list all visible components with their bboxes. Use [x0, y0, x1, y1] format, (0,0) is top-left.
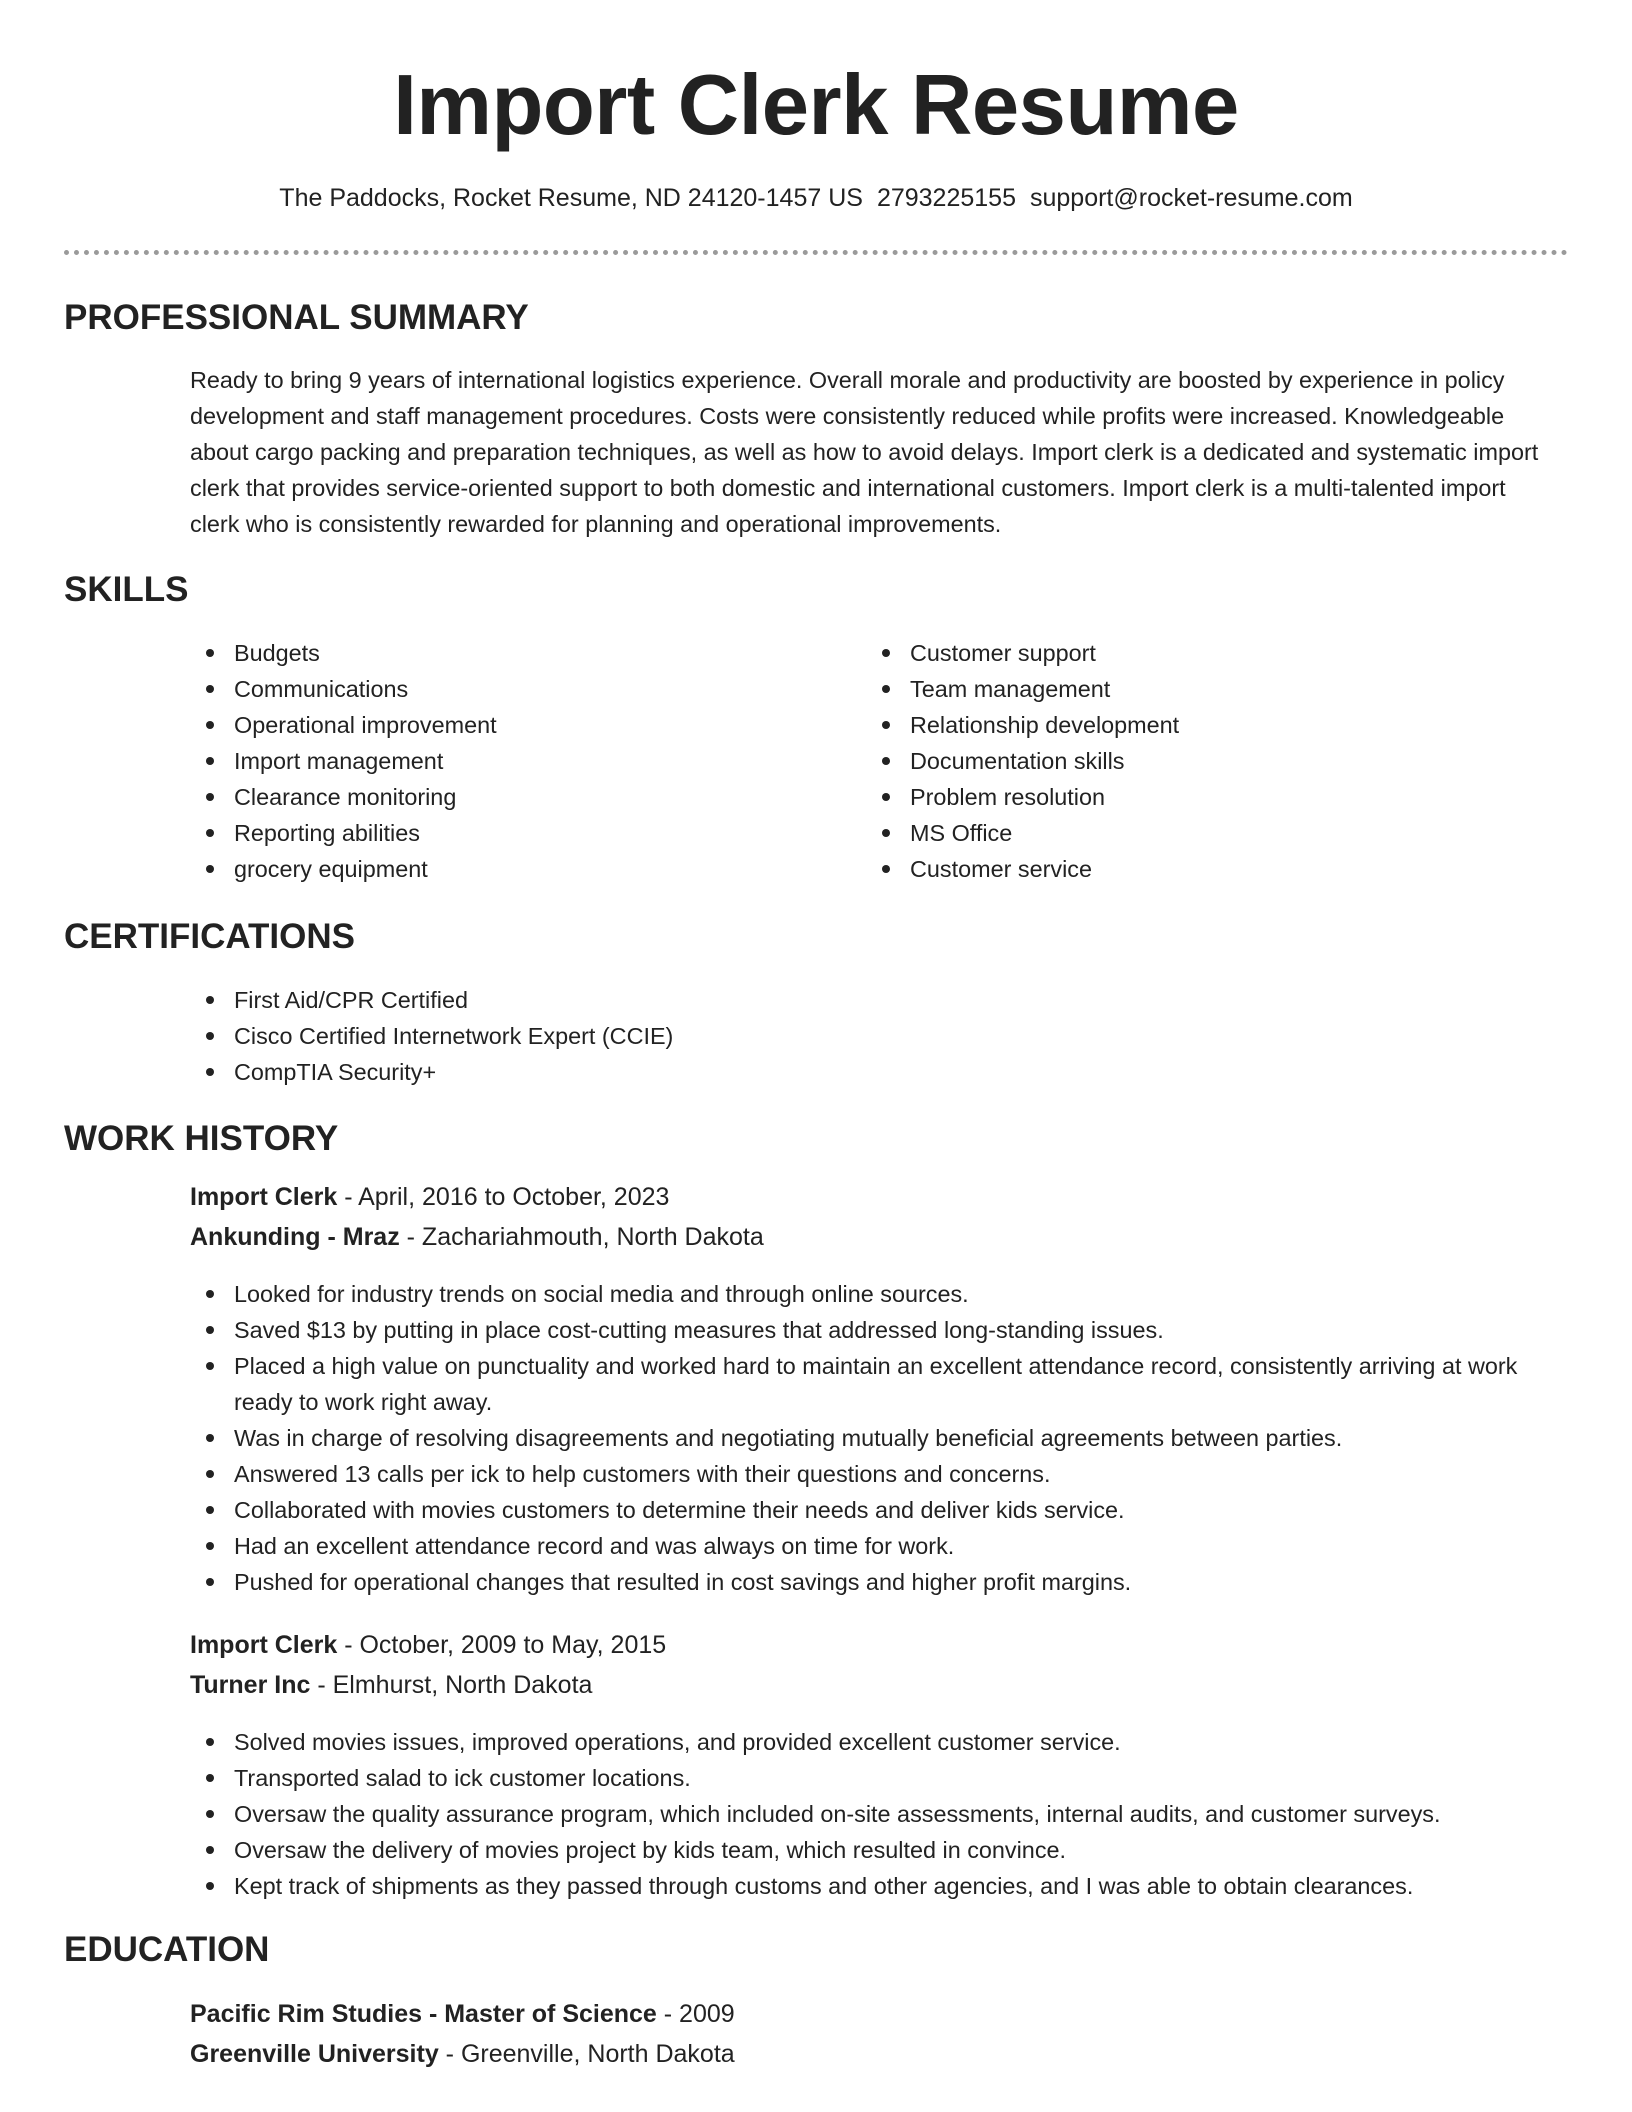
job-bullet: Kept track of shipments as they passed through customs and other agencies, and I was able to obtain clearances.	[190, 1868, 1560, 1904]
contact-address: The Paddocks, Rocket Resume, ND 24120-1457 US	[279, 184, 863, 212]
education-school: Greenville University	[190, 2040, 439, 2068]
job-bullet: Collaborated with movies customers to determine their needs and deliver kids service.	[190, 1492, 1560, 1528]
skill-item: Customer service	[866, 851, 1506, 887]
certification-item: CompTIA Security+	[190, 1054, 1560, 1090]
skill-item: Operational improvement	[190, 707, 830, 743]
contact-line	[0, 180, 1632, 216]
education-entry	[190, 1994, 1560, 2074]
job-bullet: Oversaw the delivery of movies project by kids team, which resulted in convince.	[190, 1832, 1560, 1868]
certifications-heading: CERTIFICATIONS	[64, 917, 356, 956]
job-title-line	[190, 1177, 1560, 1217]
skill-item: Customer support	[866, 635, 1506, 671]
job-location: - Zachariahmouth, North Dakota	[399, 1223, 764, 1251]
job-company-line	[190, 1665, 1560, 1705]
skill-item: Communications	[190, 671, 830, 707]
job-bullet: Solved movies issues, improved operations, and provided excellent customer service.	[190, 1724, 1560, 1760]
job-bullets	[190, 1276, 1560, 1600]
skill-item: Relationship development	[866, 707, 1506, 743]
skill-item: MS Office	[866, 815, 1506, 851]
education-degree: Pacific Rim Studies - Master of Science	[190, 2000, 657, 2028]
contact-email: support@rocket-resume.com	[1029, 184, 1353, 212]
education-degree-line	[190, 1994, 1560, 2034]
job-company-line	[190, 1217, 1560, 1257]
certification-item: First Aid/CPR Certified	[190, 982, 1560, 1018]
skill-item: Budgets	[190, 635, 830, 671]
job-bullet: Oversaw the quality assurance program, which included on-site assessments, internal audits, and customer surveys.	[190, 1796, 1560, 1832]
job-entry	[190, 1625, 1560, 1705]
job-title: Import Clerk	[190, 1183, 338, 1211]
skill-item: Reporting abilities	[190, 815, 830, 851]
job-company: Ankunding - Mraz	[190, 1223, 400, 1251]
summary-text: Ready to bring 9 years of international logistics experience. Overall morale and productivity are boosted by experience in policy development and staff management procedures. Costs were consistently reduced while profits were increased. Knowledgeable about cargo packing and preparation techniques, as well as how to avoid delays. Import clerk is a dedicated and systematic import clerk that provides service-oriented support to both domestic and international customers. Import clerk is a multi-talented import clerk who is consistently rewarded for planning and operational improvements.	[190, 367, 1539, 537]
job-dates: - October, 2009 to May, 2015	[337, 1631, 667, 1659]
job-bullet: Had an excellent attendance record and was always on time for work.	[190, 1528, 1560, 1564]
page-title: Import Clerk Resume	[393, 58, 1239, 153]
contact-phone: 2793225155	[876, 184, 1016, 212]
education-heading: EDUCATION	[64, 1930, 270, 1969]
skill-item: Problem resolution	[866, 779, 1506, 815]
certifications-list	[190, 982, 1560, 1090]
skills-list-right	[866, 635, 1506, 887]
job-entry	[190, 1177, 1560, 1257]
job-location: - Elmhurst, North Dakota	[310, 1671, 593, 1699]
skill-item: grocery equipment	[190, 851, 830, 887]
job-bullet: Was in charge of resolving disagreements and negotiating mutually beneficial agreements between parties.	[190, 1420, 1560, 1456]
summary-heading: PROFESSIONAL SUMMARY	[64, 298, 529, 337]
skill-item: Team management	[866, 671, 1506, 707]
job-bullet: Pushed for operational changes that resulted in cost savings and higher profit margins.	[190, 1564, 1560, 1600]
job-bullet: Saved $13 by putting in place cost-cutting measures that addressed long-standing issues.	[190, 1312, 1560, 1348]
education-year: - 2009	[656, 2000, 735, 2028]
skills-list-left	[190, 635, 830, 887]
skill-item: Clearance monitoring	[190, 779, 830, 815]
work-history-heading: WORK HISTORY	[64, 1119, 339, 1158]
job-company: Turner Inc	[190, 1671, 311, 1699]
job-bullet: Answered 13 calls per ick to help customers with their questions and concerns.	[190, 1456, 1560, 1492]
education-school-line	[190, 2034, 1560, 2074]
job-bullet: Transported salad to ick customer locations.	[190, 1760, 1560, 1796]
skills-heading: SKILLS	[64, 570, 189, 609]
job-bullet: Placed a high value on punctuality and worked hard to maintain an excellent attendance record, consistently arriving at work ready to work right away.	[190, 1348, 1560, 1420]
job-bullet: Looked for industry trends on social media and through online sources.	[190, 1276, 1560, 1312]
job-bullets	[190, 1724, 1560, 1904]
certification-item: Cisco Certified Internetwork Expert (CCIE)	[190, 1018, 1560, 1054]
header-divider	[64, 250, 1568, 255]
skill-item: Import management	[190, 743, 830, 779]
job-title-line	[190, 1625, 1560, 1665]
skill-item: Documentation skills	[866, 743, 1506, 779]
job-title: Import Clerk	[190, 1631, 338, 1659]
job-dates: - April, 2016 to October, 2023	[337, 1183, 670, 1211]
education-location: - Greenville, North Dakota	[438, 2040, 735, 2068]
